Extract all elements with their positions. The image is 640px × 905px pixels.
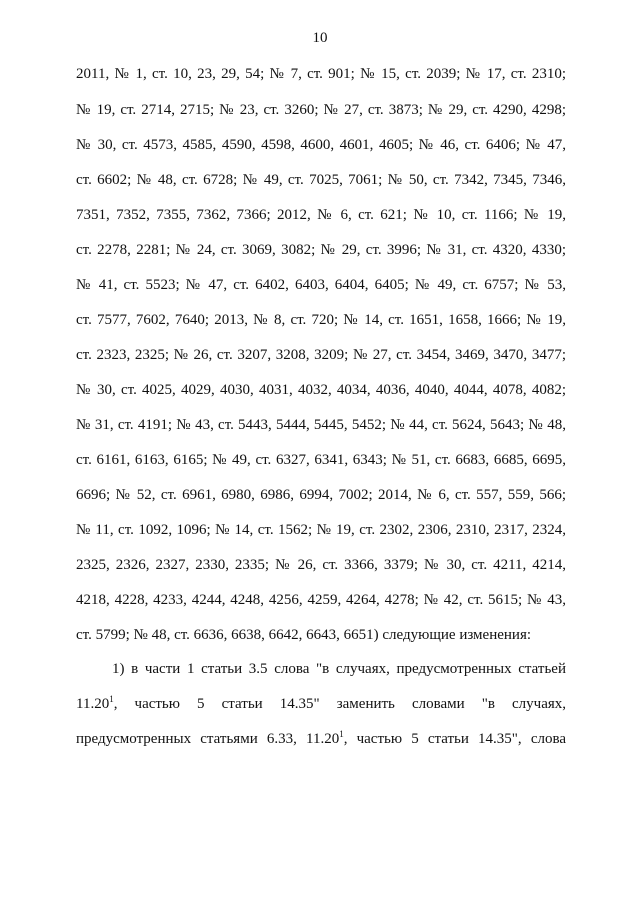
- text-line: 2325, 2326, 2327, 2330, 2335; № 26, ст. 3366, 3379; № 30, ст. 4211, 4214,: [76, 557, 566, 573]
- text-fragment: 11.20: [76, 696, 110, 712]
- amendment-line: [76, 731, 566, 748]
- text-line: 7351, 7352, 7355, 7362, 7366; 2012, № 6, ст. 621; № 10, ст. 1166; № 19,: [76, 207, 566, 223]
- amendment-line: 1) в части 1 статьи 3.5 слова "в случаях, предусмотренных статьей: [112, 661, 566, 677]
- superscript: 1: [109, 694, 114, 704]
- text-line: 4218, 4228, 4233, 4244, 4248, 4256, 4259, 4264, 4278; № 42, ст. 5615; № 43,: [76, 592, 566, 608]
- text-line: 2011, № 1, ст. 10, 23, 29, 54; № 7, ст. 901; № 15, ст. 2039; № 17, ст. 2310;: [76, 66, 566, 82]
- text-line: ст. 7577, 7602, 7640; 2013, № 8, ст. 720; № 14, ст. 1651, 1658, 1666; № 19,: [76, 312, 566, 328]
- text-line: 6696; № 52, ст. 6961, 6980, 6986, 6994, 7002; 2014, № 6, ст. 557, 559, 566;: [76, 487, 566, 503]
- text-line: ст. 2323, 2325; № 26, ст. 3207, 3208, 3209; № 27, ст. 3454, 3469, 3470, 3477;: [76, 347, 566, 363]
- superscript: 1: [339, 729, 344, 739]
- text-line: № 30, ст. 4025, 4029, 4030, 4031, 4032, 4034, 4036, 4040, 4044, 4078, 4082;: [76, 382, 566, 398]
- text-line: ст. 5799; № 48, ст. 6636, 6638, 6642, 6643, 6651) следующие изменения:: [76, 627, 532, 643]
- text-line: № 31, ст. 4191; № 43, ст. 5443, 5444, 5445, 5452; № 44, ст. 5624, 5643; № 48,: [76, 417, 566, 433]
- text-line: ст. 6161, 6163, 6165; № 49, ст. 6327, 6341, 6343; № 51, ст. 6683, 6685, 6695,: [76, 452, 566, 468]
- text-line: № 41, ст. 5523; № 47, ст. 6402, 6403, 6404, 6405; № 49, ст. 6757; № 53,: [76, 277, 566, 293]
- amendment-line: [76, 696, 566, 713]
- text-line: ст. 2278, 2281; № 24, ст. 3069, 3082; № 29, ст. 3996; № 31, ст. 4320, 4330;: [76, 242, 566, 258]
- text-fragment: , частью 5 статьи 14.35" заменить словами "в случаях,: [113, 696, 566, 712]
- text-line: № 11, ст. 1092, 1096; № 14, ст. 1562; № 19, ст. 2302, 2306, 2310, 2317, 2324,: [76, 522, 566, 538]
- text-line: № 19, ст. 2714, 2715; № 23, ст. 3260; № 27, ст. 3873; № 29, ст. 4290, 4298;: [76, 102, 566, 118]
- text-fragment: , частью 5 статьи 14.35", слова: [343, 731, 567, 747]
- page-number: 10: [312, 30, 328, 46]
- text-line: № 30, ст. 4573, 4585, 4590, 4598, 4600, 4601, 4605; № 46, ст. 6406; № 47,: [76, 137, 566, 153]
- text-fragment: предусмотренных статьями 6.33, 11.20: [76, 731, 340, 747]
- text-line: ст. 6602; № 48, ст. 6728; № 49, ст. 7025, 7061; № 50, ст. 7342, 7345, 7346,: [76, 172, 566, 188]
